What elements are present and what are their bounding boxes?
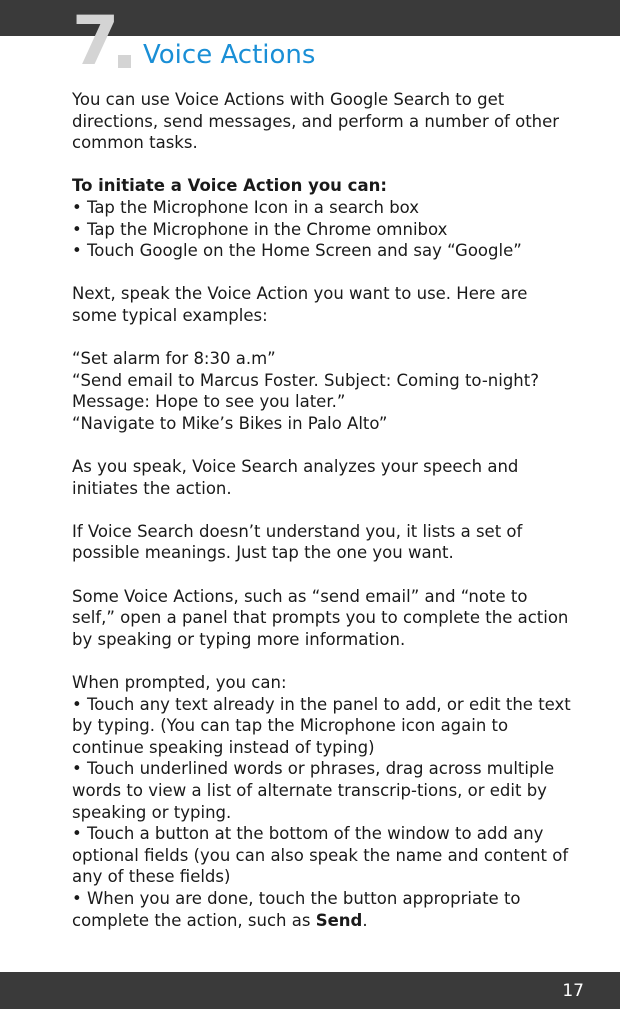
prompted-last-suffix: . [362,910,368,930]
prompted-item-last [72,888,572,931]
examples-section [72,348,572,434]
page-number: 17 [562,981,584,1001]
chapter-number-dot [118,55,131,68]
example-item: “Set alarm for 8:30 a.m” [72,349,276,369]
page-content [72,89,572,931]
example-item: “Send email to Marcus Foster. Subject: Coming to-night? Message: Hope to see you later.” [72,370,539,412]
bottom-bar [0,972,620,1009]
initiate-heading: To initiate a Voice Action you can: [72,176,387,196]
next-paragraph: Next, speak the Voice Action you want to use. Here are some typical examples: [72,284,528,325]
intro-paragraph: You can use Voice Actions with Google Search to get directions, send messages, and perform a number of other common tasks. [72,90,560,153]
chapter-number: 7 [72,2,118,81]
initiate-item: • Tap the Microphone Icon in a search box [72,197,420,217]
prompted-section [72,672,572,931]
initiate-section [72,175,572,261]
not-understood-paragraph: If Voice Search doesn’t understand you, it lists a set of possible meanings. Just tap the one you want. [72,521,523,563]
prompted-intro: When prompted, you can: [72,673,287,693]
prompted-item: • Touch any text already in the panel to add, or edit the text by typing. (You can tap the Microphone icon again to continue speaking instead of typing) [72,694,571,757]
example-item: “Navigate to Mike’s Bikes in Palo Alto” [72,413,388,433]
initiate-item: • Touch Google on the Home Screen and say “Google” [72,241,522,261]
initiate-item: • Tap the Microphone in the Chrome omnibox [72,219,448,239]
some-actions-paragraph: Some Voice Actions, such as “send email” and “note to self,” open a panel that prompts you to complete the action by speaking or typing more information. [72,586,569,649]
as-you-speak-paragraph: As you speak, Voice Search analyzes your speech and initiates the action. [72,457,519,498]
prompted-item: • Touch underlined words or phrases, drag across multiple words to view a list of alternate transcrip-tions, or edit by speaking or typing. [72,759,555,822]
send-emphasis: Send [315,910,363,930]
prompted-last-prefix: • When you are done, touch the button appropriate to complete the action, such as [72,888,521,930]
prompted-item: • Touch a button at the bottom of the window to add any optional fields (you can also speak the name and content of any of these fields) [72,824,569,887]
chapter-title: Voice Actions [143,40,316,70]
